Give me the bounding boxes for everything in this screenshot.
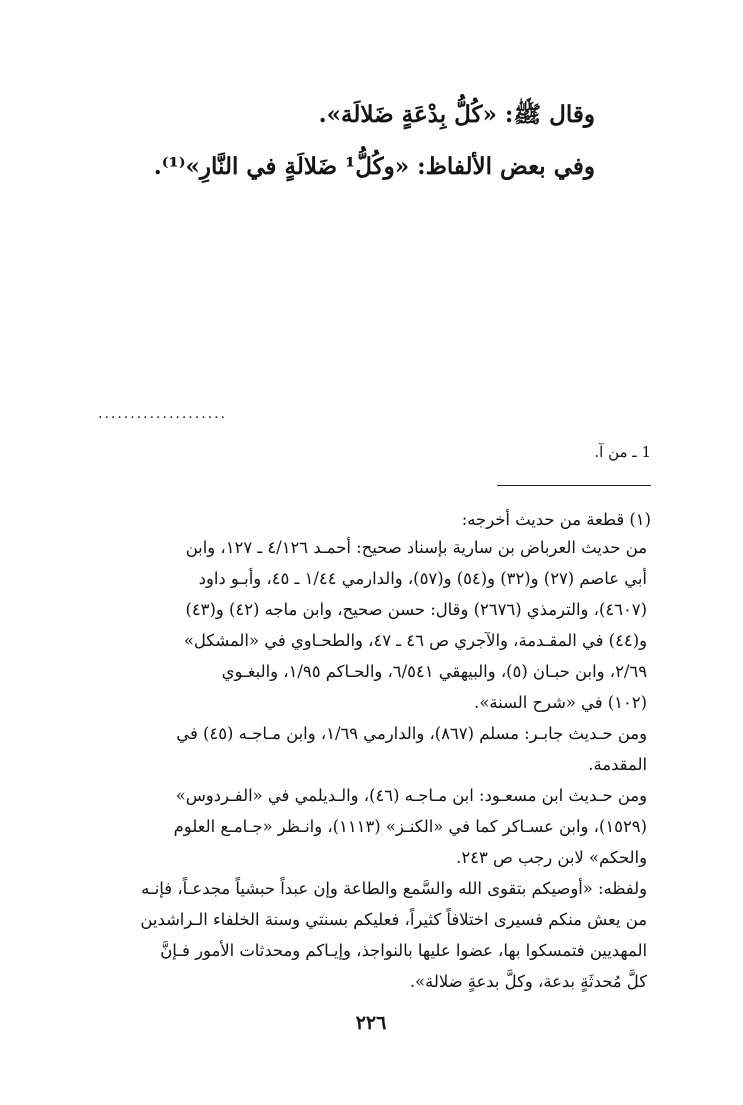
footnote-line: من يعش منكم فسيرى اختلافاً كثيراً، فعليكم بسنتي وسنة الخلفاء الـراشدين: [140, 910, 647, 929]
dotted-separator: ....................: [98, 406, 228, 422]
main-text-line-1: وقال ﷺ: «كُلُّ بِدْعَةٍ ضَلالَة».: [318, 101, 595, 128]
footnote-line: ومن حـديث جابـر: مسلم (٨٦٧)، والدارمي ١/٦٩، وابن مـاجـه (٤٥) في: [176, 724, 647, 743]
footnote-line: و(٤٤) في المقـدمة، والآجري ص ٤٦ ـ ٤٧، والطحـاوي في «المشكل»: [183, 631, 647, 650]
footnote-line: كلَّ مُحدثَةٍ بدعة، وكلَّ بدعةٍ ضلالة».: [409, 972, 647, 991]
footnote-line: ولفظه: «أوصيكم بتقوى الله والسَّمع والطاعة وإن عبداً حبشياً مجدعـاً، فإنـه: [141, 879, 647, 898]
main-text-line-2: وفي بعض الألفاظ: «وكُلُّ¹ ضَلالَةٍ في النَّارِ»⁽¹⁾.: [153, 153, 595, 180]
footnote-heading: (١) قطعة من حديث أخرجه:: [461, 510, 651, 529]
footnote-line: ومن حـديث ابن مسعـود: ابن مـاجـه (٤٦)، والـديلمي في «الفـردوس»: [175, 786, 647, 805]
footnote-line: المهديين فتمسكوا بها، عضوا عليها بالنواجذ، وإيـاكم ومحدثات الأمور فـإنَّ: [160, 941, 647, 960]
footnote-line: (١٥٢٩)، وابن عسـاكر كما في «الكنـز» (١١١٣)، وانـظر «جـامـع العلوم: [173, 817, 647, 836]
footnote-line: المقدمة.: [588, 755, 647, 774]
page-number: ٢٢٦: [355, 1012, 387, 1034]
footnote-rule: [497, 485, 651, 486]
footnote-line: (٤٦٠٧)، والترمذي (٢٦٧٦) وقال: حسن صحيح، وابن ماجه (٤٢) و(٤٣): [185, 600, 647, 619]
footnote-line: أبي عاصم (٢٧) و(٣٢) و(٥٤) و(٥٧)، والدارمي ١/٤٤ ـ ٤٥، وأبـو داود: [198, 569, 647, 588]
footnote-line: ٢/٦٩، وابن حبـان (٥)، والبيهقي ٦/٥٤١، والحـاكم ١/٩٥، والبغـوي: [221, 662, 647, 681]
footnote-line: والحكم» لابن رجب ص ٢٤٣.: [456, 848, 647, 867]
footnote-body: [95, 532, 647, 997]
footnote-line: (١٠٢) في «شرح السنة».: [474, 693, 647, 712]
variant-note: 1 ـ من آ.: [594, 443, 651, 461]
footnote-line: من حديث العرباض بن سارية بإسناد صحيح: أحمـد ٤/١٢٦ ـ ١٢٧، وابن: [185, 538, 647, 557]
